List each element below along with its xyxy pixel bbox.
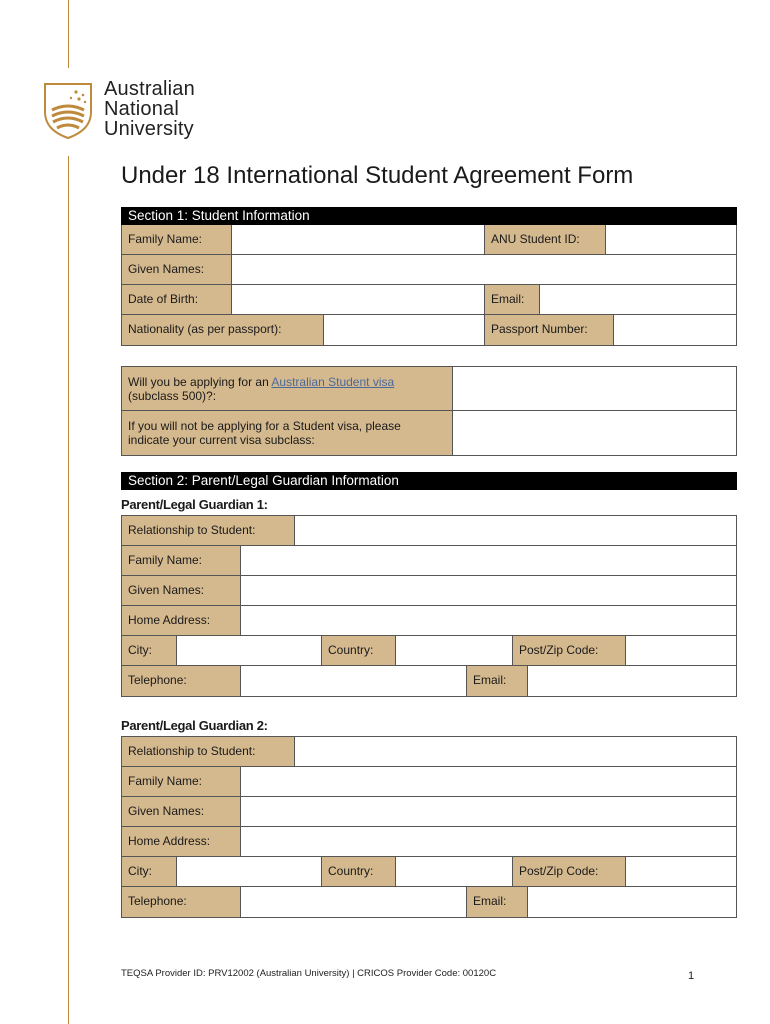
- g2-family-name-field[interactable]: [241, 767, 736, 796]
- g1-post-zip-field[interactable]: [626, 636, 736, 665]
- g2-email-field[interactable]: [528, 887, 736, 917]
- g2-telephone-field[interactable]: [241, 887, 467, 917]
- guardian-1-heading: Parent/Legal Guardian 1:: [121, 497, 268, 512]
- anu-logo: [42, 78, 195, 140]
- table-row: [122, 797, 736, 827]
- section-2-heading: Section 2: Parent/Legal Guardian Information: [121, 472, 737, 490]
- table-row: [122, 315, 736, 345]
- g2-email-label: Email:: [467, 887, 528, 917]
- form-title: Under 18 International Student Agreement Form: [121, 162, 634, 189]
- given-names-label: Given Names:: [122, 255, 232, 284]
- g2-given-names-label: Given Names:: [122, 797, 241, 826]
- footer-provider-info: TEQSA Provider ID: PRV12002 (Australian University) | CRICOS Provider Code: 00120C: [121, 968, 497, 979]
- g1-relationship-label: Relationship to Student:: [122, 516, 295, 545]
- g1-relationship-field[interactable]: [295, 516, 736, 545]
- g2-given-names-field[interactable]: [241, 797, 736, 826]
- table-row: [122, 737, 736, 767]
- current-visa-question: [122, 411, 453, 455]
- g1-given-names-label: Given Names:: [122, 576, 241, 605]
- passport-number-field[interactable]: [614, 315, 736, 345]
- g2-family-name-label: Family Name:: [122, 767, 241, 796]
- family-name-label: Family Name:: [122, 225, 232, 254]
- table-row: [122, 516, 736, 546]
- anu-student-id-label: ANU Student ID:: [485, 225, 606, 254]
- student-visa-question: [122, 367, 453, 410]
- table-row: [122, 576, 736, 606]
- table-row: [122, 367, 736, 411]
- g1-home-address-label: Home Address:: [122, 606, 241, 635]
- email-label: Email:: [485, 285, 540, 314]
- g1-post-zip-label: Post/Zip Code:: [513, 636, 626, 665]
- visa-table: [121, 366, 737, 456]
- current-visa-answer-field[interactable]: [453, 411, 736, 455]
- table-row: [122, 827, 736, 857]
- g1-telephone-label: Telephone:: [122, 666, 241, 696]
- guardian-2-table: [121, 736, 737, 918]
- g1-telephone-field[interactable]: [241, 666, 467, 696]
- g2-home-address-label: Home Address:: [122, 827, 241, 856]
- table-row: [122, 225, 736, 255]
- section-1-heading: Section 1: Student Information: [121, 207, 737, 225]
- g1-home-address-field[interactable]: [241, 606, 736, 635]
- g2-country-field[interactable]: [396, 857, 513, 886]
- g1-country-label: Country:: [322, 636, 396, 665]
- g2-telephone-label: Telephone:: [122, 887, 241, 917]
- student-info-table: [121, 225, 737, 346]
- date-of-birth-label: Date of Birth:: [122, 285, 232, 314]
- anu-crest-icon: [42, 82, 94, 140]
- logo-line-2: National: [104, 98, 179, 120]
- anu-student-id-field[interactable]: [606, 225, 736, 254]
- g2-city-field[interactable]: [177, 857, 322, 886]
- nationality-label: Nationality (as per passport):: [122, 315, 324, 345]
- table-row: [122, 767, 736, 797]
- table-row: [122, 255, 736, 285]
- nationality-field[interactable]: [324, 315, 485, 345]
- logo-line-3: University: [104, 118, 194, 140]
- g1-city-field[interactable]: [177, 636, 322, 665]
- family-name-field[interactable]: [232, 225, 485, 254]
- g1-family-name-label: Family Name:: [122, 546, 241, 575]
- table-row: [122, 546, 736, 576]
- guardian-2-heading: Parent/Legal Guardian 2:: [121, 718, 268, 733]
- g1-email-field[interactable]: [528, 666, 736, 696]
- g1-city-label: City:: [122, 636, 177, 665]
- table-row: [122, 857, 736, 887]
- table-row: [122, 606, 736, 636]
- visa-question-suffix: (subclass 500)?:: [128, 389, 217, 403]
- current-visa-line-2: indicate your current visa subclass:: [128, 433, 315, 447]
- given-names-field[interactable]: [232, 255, 736, 284]
- table-row: [122, 411, 736, 455]
- table-row: [122, 636, 736, 666]
- current-visa-line-1: If you will not be applying for a Student visa, please: [128, 419, 401, 433]
- g2-country-label: Country:: [322, 857, 396, 886]
- g2-post-zip-label: Post/Zip Code:: [513, 857, 626, 886]
- passport-number-label: Passport Number:: [485, 315, 614, 345]
- logo-line-1: Australian: [104, 78, 195, 100]
- email-field[interactable]: [540, 285, 736, 314]
- page-number: 1: [688, 970, 695, 982]
- logo-wordmark: [104, 79, 195, 139]
- visa-question-prefix: Will you be applying for an: [128, 375, 272, 389]
- g1-family-name-field[interactable]: [241, 546, 736, 575]
- g2-post-zip-field[interactable]: [626, 857, 736, 886]
- table-row: [122, 285, 736, 315]
- g1-country-field[interactable]: [396, 636, 513, 665]
- g2-relationship-field[interactable]: [295, 737, 736, 766]
- g2-relationship-label: Relationship to Student:: [122, 737, 295, 766]
- guardian-1-table: [121, 515, 737, 697]
- g2-city-label: City:: [122, 857, 177, 886]
- g1-given-names-field[interactable]: [241, 576, 736, 605]
- g2-home-address-field[interactable]: [241, 827, 736, 856]
- student-visa-link[interactable]: Australian Student visa: [271, 375, 395, 389]
- table-row: [122, 887, 736, 917]
- table-row: [122, 666, 736, 696]
- date-of-birth-field[interactable]: [232, 285, 485, 314]
- g1-email-label: Email:: [467, 666, 528, 696]
- student-visa-answer-field[interactable]: [453, 367, 736, 410]
